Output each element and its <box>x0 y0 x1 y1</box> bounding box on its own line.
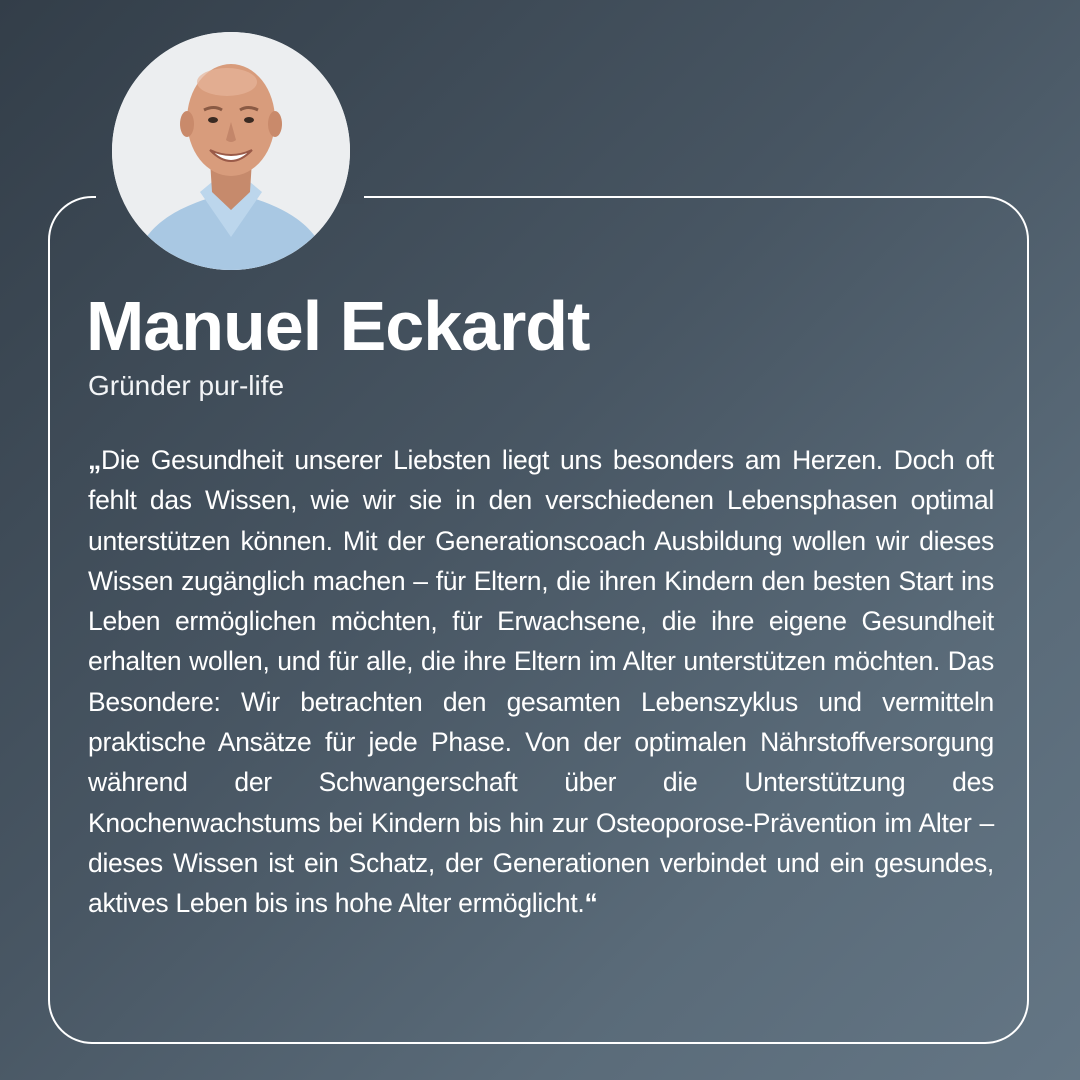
open-quote-mark: „ <box>88 445 101 475</box>
person-role: Gründer pur-life <box>88 370 285 401</box>
person-name: Manuel Eckardt <box>86 287 590 365</box>
portrait-icon <box>112 32 350 270</box>
testimonial-quote <box>88 440 994 924</box>
close-quote-mark: “ <box>584 888 598 919</box>
avatar <box>112 32 350 270</box>
quote-text: Die Gesundheit unserer Liebsten liegt uns besonders am Herzen. Doch oft fehlt das Wissen, wie wir sie in den verschiedenen Lebensphasen optimal unterstützen können. Mit der Generationscoach Ausbildung wollen wir dieses Wissen zugänglich machen – für Eltern, die ihren Kindern den besten Start ins Leben ermöglichen möchten, für Erwachsene, die ihre eigene Gesundheit erhalten wollen, und für alle, die ihre Eltern im Alter unterstützen möchten. Das Besondere: Wir betrachten den gesamten Lebenszyklus und vermitteln praktische Ansätze für jede Phase. Von der optimalen Nährstoffversorgung während der Schwangerschaft über die Unterstützung des Knochenwachstums bei Kindern bis hin zur Osteoporose-Prävention im Alter – dieses Wissen ist ein Schatz, der Generationen verbindet und ein gesundes, aktives Leben bis ins hohe Alter ermöglicht. <box>88 445 994 919</box>
